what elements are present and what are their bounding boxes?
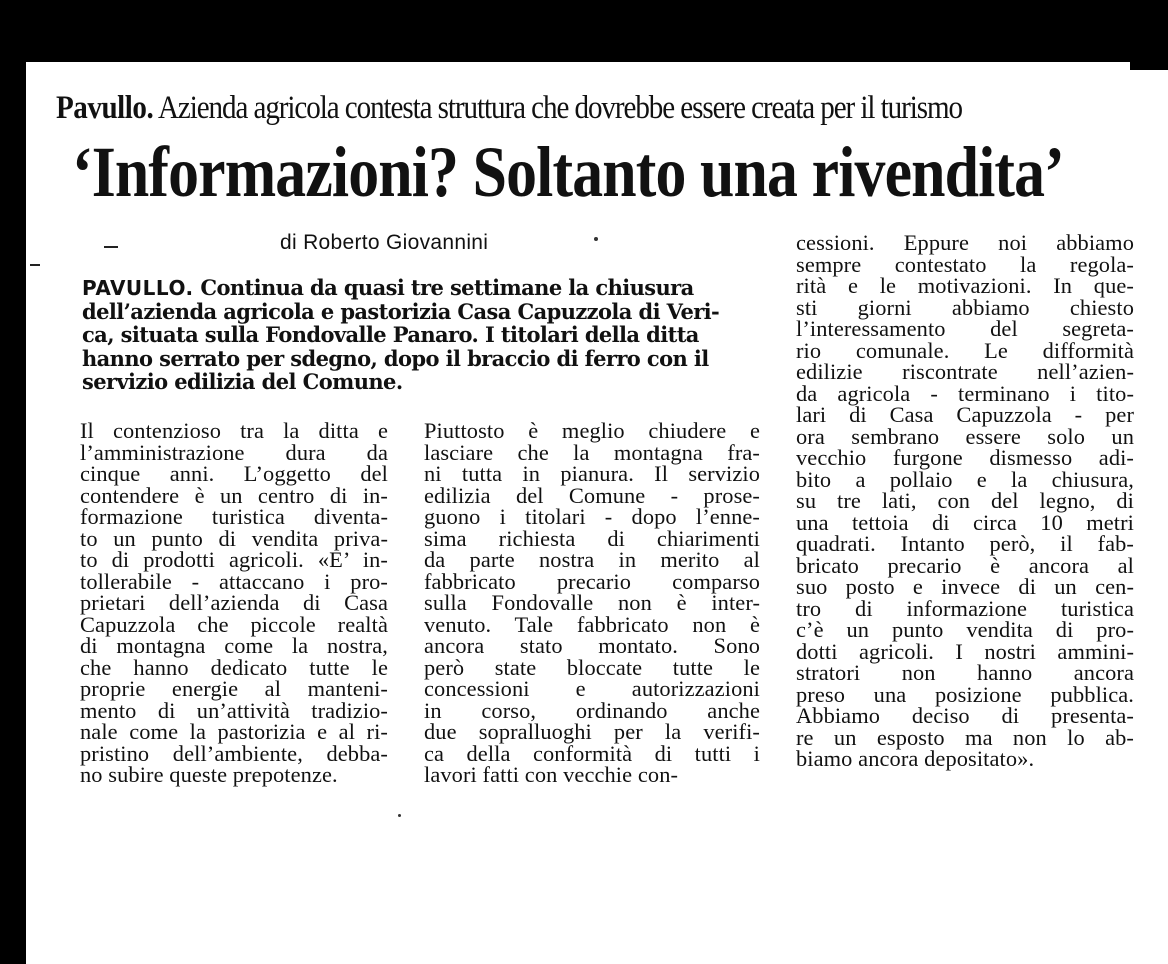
column-line: l’interessamento del segreta- [796,316,1134,341]
column-line: quadrati. Intanto però, il fab- [796,531,1134,556]
column-line: Capuzzola che piccole realtà [80,611,388,637]
column-line: ancora stato montato. Sono [424,633,760,658]
column-line: to di prodotti agricoli. «E’ in- [80,547,388,572]
lead-line: ca, situata sulla Fondovalle Panaro. I titolari della ditta [82,322,699,348]
lead-line: servizio edilizia del Comune. [82,368,403,394]
column-line: pristino dell’ambiente, debba- [80,740,388,766]
column-line: suo posto e invece di un cen- [796,574,1134,599]
column-line: preso una posizione pubblica. [796,681,1134,707]
column-line: Il contenzioso tra la ditta e [80,418,388,443]
column-line: Piuttosto è meglio chiudere e [424,418,760,443]
column-line: cessioni. Eppure noi abbiamo [796,230,1134,255]
column-line: Abbiamo deciso di presenta- [796,703,1134,728]
column-line: vecchio furgone dismesso adi- [796,445,1134,470]
article-headline: ‘Informazioni? Soltanto una rivendita’ [72,132,1064,212]
article-column-2 [424,420,760,786]
column-line: proprie energie al manteni- [80,676,388,701]
column-line: mento di un’attività tradizio- [80,697,388,723]
column-line: sti giorni abbiamo chiesto [796,294,1134,320]
column-line: da agricola - terminano i tito- [796,380,1134,406]
article-column-3 [796,232,1134,770]
print-mark [30,264,40,266]
column-line: lari di Casa Capuzzola - per [796,402,1134,427]
column-line: formazione turistica diventa- [80,504,388,529]
column-line: cinque anni. L’oggetto del [80,461,388,486]
column-line: in corso, ordinando anche [424,697,760,723]
column-line: sulla Fondovalle non è inter- [424,590,760,615]
column-line: sima richiesta di chiarimenti [424,525,760,551]
lead-line: dell’azienda agricola e pastorizia Casa Capuzzola di Veri- [82,299,720,325]
article-byline: di Roberto Giovannini [280,231,489,254]
column-line: nale come la pastorizia e al ri- [80,719,388,744]
column-line: due sopralluoghi per la verifi- [424,719,760,744]
column-line: biamo ancora depositato». [796,746,1035,771]
column-line: rità e le motivazioni. In que- [796,273,1134,298]
article-column-1 [80,420,388,786]
lead-line: PAVULLO. Continua da quasi tre settimane la chiusura [82,275,694,300]
column-line: prietari dell’azienda di Casa [80,590,388,615]
column-line: però state bloccate tutte le [424,654,760,680]
article-lead [82,276,762,393]
column-line: guono i titolari - dopo l’enne- [424,504,760,529]
column-line: edilizia del Comune - prose- [424,482,760,508]
column-line: c’è un punto vendita di pro- [796,617,1134,642]
column-line: venuto. Tale fabbricato non è [424,611,760,637]
column-line: lasciare che la montagna fra- [424,439,760,465]
column-line: bricato precario è ancora al [796,552,1134,578]
column-line: ora sembrano essere solo un [796,423,1134,449]
column-line: di montagna come la nostra, [80,633,388,658]
column-line: to un punto di vendita priva- [80,525,388,551]
column-line: l’amministrazione dura da [80,439,388,465]
scan-border [1130,0,1168,70]
column-line: no subire queste prepotenze. [80,762,338,787]
column-line: concessioni e autorizzazioni [424,676,760,701]
column-line: tollerabile - attaccano i pro- [80,568,388,594]
kicker-text: Azienda agricola contesta struttura che dovrebbe essere creata per il turismo [157,90,962,126]
column-line: dotti agricoli. I nostri ammini- [796,638,1134,664]
column-line: rio comunale. Le difformità [796,337,1134,363]
kicker-place: Pavullo. [56,90,154,126]
lead-line: hanno serrato per sdegno, dopo il braccio di ferro con il [82,345,709,371]
column-line: fabbricato precario comparso [424,568,760,594]
column-line: ni tutta in pianura. Il servizio [424,461,760,486]
article-kicker [56,88,1008,128]
print-mark [104,246,118,248]
column-line: ca della conformità di tutti i [424,740,760,766]
column-line: contendere è un centro di in- [80,482,388,508]
column-line: bito a pollaio e la chiusura, [796,466,1134,492]
print-speck [398,814,401,817]
column-line: da parte nostra in merito al [424,547,760,572]
column-line: su tre lati, con del legno, di [796,488,1134,513]
column-line: lavori fatti con vecchie con- [424,762,679,787]
print-speck [594,237,598,241]
column-line: re un esposto ma non lo ab- [796,724,1134,750]
column-line: che hanno dedicato tutte le [80,654,388,680]
column-line: tro di informazione turistica [796,595,1134,621]
column-line: una tettoia di circa 10 metri [796,509,1134,535]
column-line: edilizie riscontrate nell’azien- [796,359,1134,384]
lead-place: PAVULLO. [82,276,194,300]
column-line: sempre contestato la regola- [796,251,1134,277]
column-line: stratori non hanno ancora [796,660,1134,685]
